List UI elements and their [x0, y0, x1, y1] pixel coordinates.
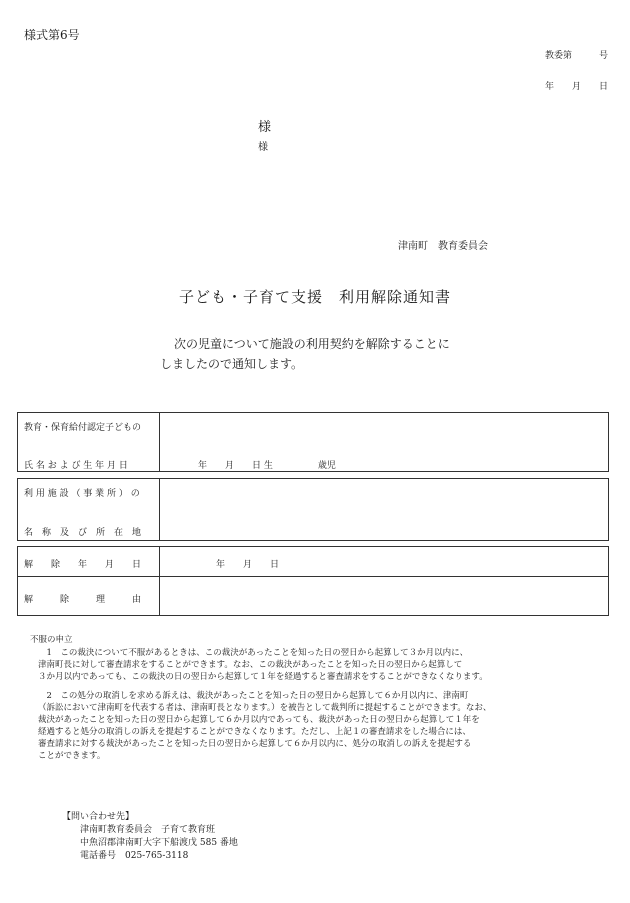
cancellation-table: [17, 546, 609, 616]
appeal-line: 1 この裁決について不服があるときは、この裁決があったことを知った日の翌日から起算して３か月以内に、: [38, 648, 469, 658]
body-text-line-2: しましたので通知します。: [160, 357, 304, 371]
addressee-honorific: 様: [258, 120, 272, 135]
appeal-line: 津南町長に対して審査請求をすることができます。なお、この裁決があったことを知った日の翌日から起算して: [38, 660, 463, 670]
birth-date-field[interactable]: 年 月 日 生 歳児: [198, 461, 336, 471]
cancel-date-row: [18, 547, 608, 576]
cancel-reason-label: 解 除 理 由: [24, 595, 142, 605]
child-info-table: [17, 412, 609, 472]
body-text-line-1: 次の児童について施設の利用契約を解除することに: [174, 337, 450, 351]
facility-label-cell: [18, 479, 160, 540]
child-label-line-2: 氏 名 お よ び 生 年 月 日: [24, 461, 128, 471]
document-title: 子ども・子育て支援 利用解除通知書: [178, 288, 451, 306]
document-number: 教委第 号: [545, 51, 609, 61]
contact-phone: 電話番号 025-765-3118: [80, 851, 189, 861]
form-number: 様式第6号: [24, 28, 80, 42]
appeal-line: ３か月以内であっても、この裁決の日の翌日から起算して１年を経過すると審査請求をすることができなくなります。: [38, 672, 488, 682]
facility-label-line-2: 名 称 及 び 所 在 地: [24, 528, 142, 538]
appeal-line: 裁決があったことを知った日の翌日から起算して６か月以内であっても、裁決があった日の翌日から起算して１年を: [38, 715, 480, 725]
cancel-reason-row: [18, 576, 608, 615]
appeal-line: （訴訟において津南町を代表する者は、津南町長となります。）を被告として裁判所に提起することができます。なお、: [38, 703, 492, 713]
cancel-date-field[interactable]: 年 月 日: [216, 560, 280, 570]
cancel-reason-field[interactable]: [160, 577, 608, 615]
child-label-line-1: 教育・保育給付認定子どもの: [24, 423, 142, 433]
child-label-cell: [18, 413, 160, 471]
appeal-line: 経過すると処分の取消しの訴えを提起することができなくなります。ただし、上記１の審査請求をした場合には、: [38, 727, 471, 737]
appeal-line: 2 この処分の取消しを求める訴えは、裁決があったことを知った日の翌日から起算して６か月以内に、津南町: [38, 691, 469, 701]
cancel-date-label: 解 除 年 月 日: [24, 560, 142, 570]
appeal-line: 審査請求に対する裁決があったことを知った日の翌日から起算して６か月以内に、処分の取消しの訴えを提起する: [38, 739, 472, 749]
contact-department: 津南町教育委員会 子育て教育班: [80, 825, 216, 835]
appeal-line: ことができます。: [38, 751, 106, 761]
contact-heading: 【問い合わせ先】: [62, 812, 135, 822]
facility-table: [17, 478, 609, 541]
cancel-reason-label-cell: [18, 577, 160, 615]
issuer: 津南町 教育委員会: [398, 241, 488, 252]
document-date: 年 月 日: [545, 82, 609, 92]
facility-label-line-1: 利 用 施 設 （ 事 業 所 ） の: [24, 489, 140, 499]
facility-field[interactable]: [160, 479, 608, 540]
cancel-date-label-cell: [18, 547, 160, 576]
addressee-honorific-small: 様: [258, 142, 268, 153]
appeal-heading: 不服の申立: [30, 635, 73, 645]
contact-address: 中魚沼郡津南町大字下船渡戊 585 番地: [80, 838, 238, 848]
